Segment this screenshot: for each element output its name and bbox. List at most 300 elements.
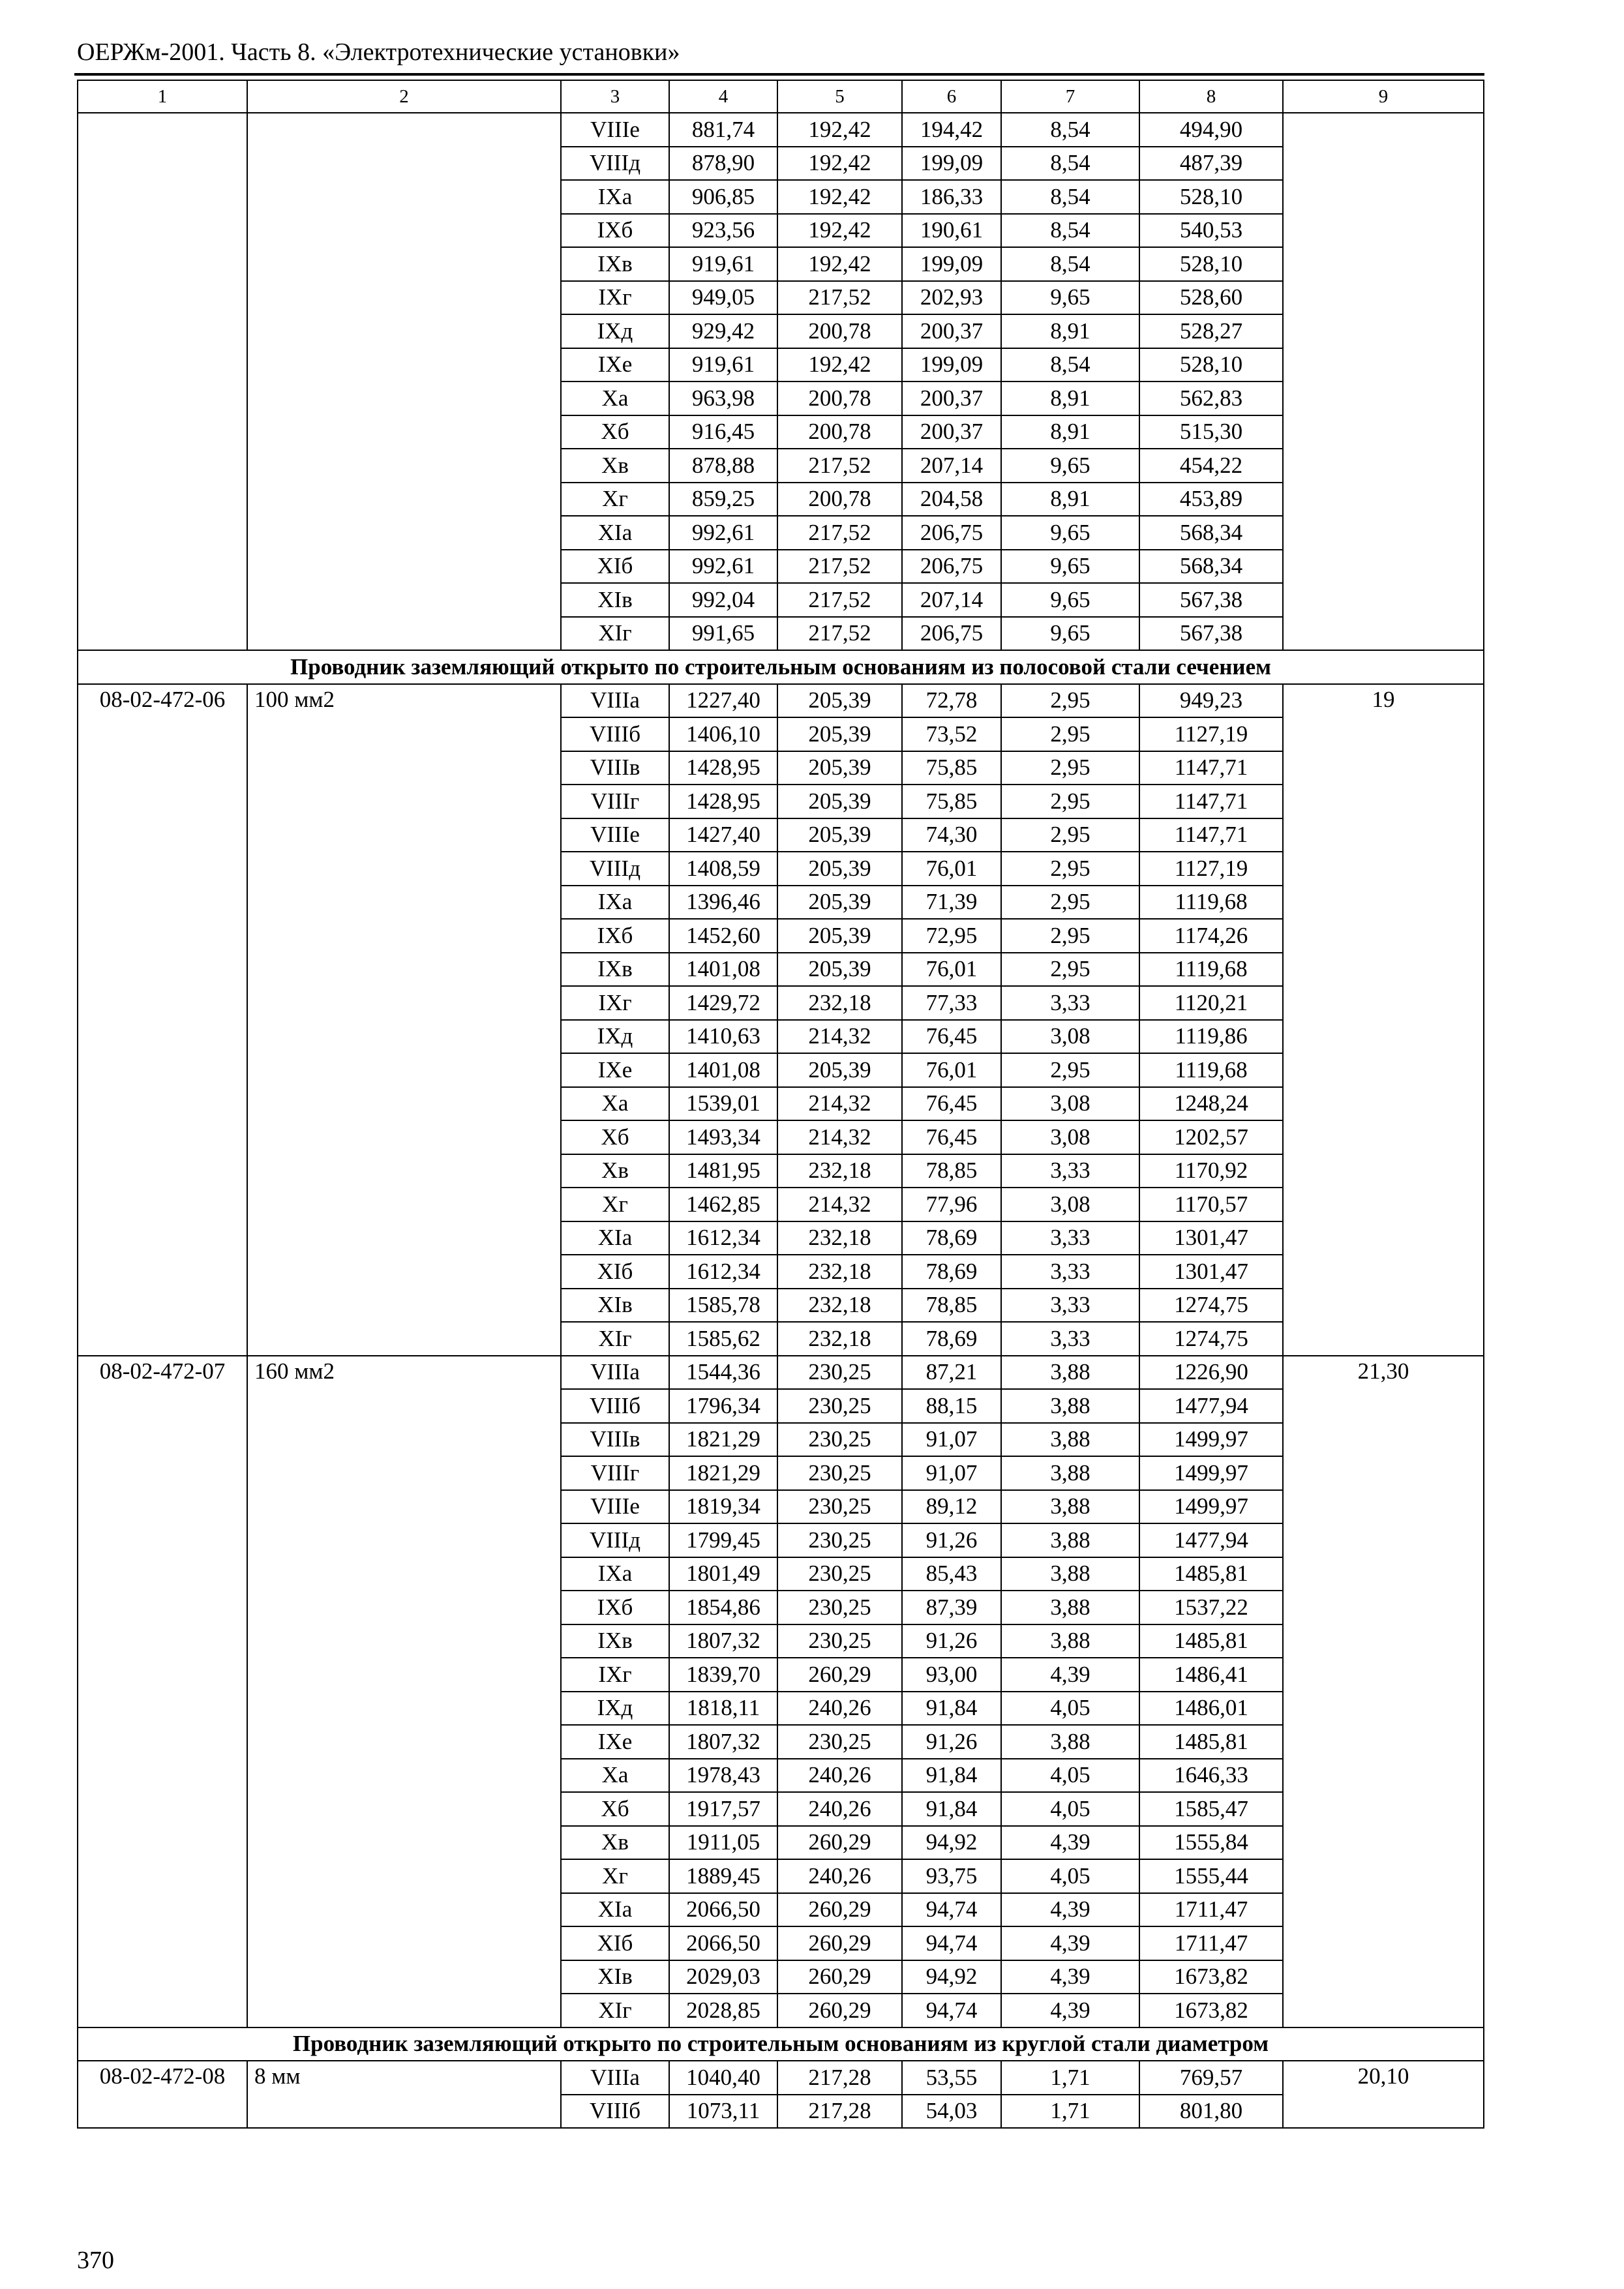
wages-cell: 230,25 <box>777 1423 902 1457</box>
variant-cell: XIб <box>561 1926 669 1960</box>
total-cost-cell: 1452,60 <box>669 919 777 953</box>
materials-cost-cell: 1485,81 <box>1139 1557 1283 1591</box>
machine-cost-cell: 73,52 <box>902 717 1001 751</box>
variant-cell: XIб <box>561 550 669 584</box>
total-cost-cell: 1854,86 <box>669 1591 777 1624</box>
variant-cell: XIа <box>561 1221 669 1255</box>
variant-cell: Xб <box>561 1792 669 1826</box>
wages-cell: 230,25 <box>777 1456 902 1490</box>
wages-cell: 200,78 <box>777 314 902 348</box>
wages-cell: 230,25 <box>777 1624 902 1658</box>
materials-cost-cell: 949,23 <box>1139 684 1283 718</box>
driver-wages-cell: 8,54 <box>1001 247 1139 281</box>
driver-wages-cell: 3,88 <box>1001 1523 1139 1557</box>
materials-cost-cell: 1274,75 <box>1139 1289 1283 1323</box>
variant-cell: IXд <box>561 1692 669 1726</box>
total-cost-cell: 1612,34 <box>669 1255 777 1289</box>
total-cost-cell: 923,56 <box>669 214 777 248</box>
driver-wages-cell: 2,95 <box>1001 684 1139 718</box>
driver-wages-cell: 9,65 <box>1001 583 1139 617</box>
machine-cost-cell: 206,75 <box>902 550 1001 584</box>
total-cost-cell: 929,42 <box>669 314 777 348</box>
variant-cell: IXа <box>561 180 669 214</box>
machine-cost-cell: 76,45 <box>902 1120 1001 1154</box>
wages-cell: 240,26 <box>777 1759 902 1793</box>
variant-cell: VIIIа <box>561 1356 669 1390</box>
machine-cost-cell: 78,85 <box>902 1289 1001 1323</box>
page-header-title: ОЕРЖм-2001. Часть 8. «Электротехнические установки» <box>77 38 680 66</box>
materials-cost-cell: 568,34 <box>1139 516 1283 550</box>
total-cost-cell: 1401,08 <box>669 953 777 987</box>
total-cost-cell: 1427,40 <box>669 818 777 852</box>
driver-wages-cell: 1,71 <box>1001 2061 1139 2095</box>
wages-cell: 260,29 <box>777 1994 902 2027</box>
total-cost-cell: 1481,95 <box>669 1154 777 1188</box>
wages-cell: 217,52 <box>777 281 902 315</box>
materials-cost-cell: 1202,57 <box>1139 1120 1283 1154</box>
section-title: Проводник заземляющий открыто по строительным основаниям из круглой стали диаметром <box>78 2027 1484 2061</box>
materials-cost-cell: 1119,86 <box>1139 1020 1283 1054</box>
total-cost-cell: 916,45 <box>669 415 777 449</box>
total-cost-cell: 1410,63 <box>669 1020 777 1054</box>
driver-wages-cell: 1,71 <box>1001 2095 1139 2129</box>
wages-cell: 232,18 <box>777 986 902 1020</box>
total-cost-cell: 878,90 <box>669 147 777 181</box>
total-cost-cell: 878,88 <box>669 449 777 483</box>
materials-cost-cell: 528,10 <box>1139 247 1283 281</box>
column-number: 4 <box>669 80 777 113</box>
total-cost-cell: 1911,05 <box>669 1826 777 1860</box>
variant-cell: XIг <box>561 617 669 651</box>
total-cost-cell: 1539,01 <box>669 1087 777 1121</box>
machine-cost-cell: 77,96 <box>902 1188 1001 1221</box>
variant-cell: Xа <box>561 1759 669 1793</box>
driver-wages-cell: 3,08 <box>1001 1087 1139 1121</box>
driver-wages-cell: 3,08 <box>1001 1120 1139 1154</box>
total-cost-cell: 1801,49 <box>669 1557 777 1591</box>
machine-cost-cell: 200,37 <box>902 382 1001 415</box>
driver-wages-cell: 4,39 <box>1001 1994 1139 2027</box>
total-cost-cell: 1978,43 <box>669 1759 777 1793</box>
driver-wages-cell: 2,95 <box>1001 953 1139 987</box>
wages-cell: 230,25 <box>777 1356 902 1390</box>
total-cost-cell: 1807,32 <box>669 1624 777 1658</box>
materials-cost-cell: 1485,81 <box>1139 1624 1283 1658</box>
driver-wages-cell: 9,65 <box>1001 449 1139 483</box>
total-cost-cell: 1821,29 <box>669 1456 777 1490</box>
machine-cost-cell: 200,37 <box>902 415 1001 449</box>
machine-cost-cell: 91,07 <box>902 1423 1001 1457</box>
total-cost-cell: 919,61 <box>669 247 777 281</box>
total-cost-cell: 1406,10 <box>669 717 777 751</box>
total-cost-cell: 1796,34 <box>669 1389 777 1423</box>
driver-wages-cell: 3,88 <box>1001 1389 1139 1423</box>
materials-cost-cell: 1537,22 <box>1139 1591 1283 1624</box>
wages-cell: 230,25 <box>777 1557 902 1591</box>
materials-cost-cell: 528,10 <box>1139 180 1283 214</box>
materials-cost-cell: 1127,19 <box>1139 852 1283 886</box>
wages-cell: 205,39 <box>777 852 902 886</box>
driver-wages-cell: 8,91 <box>1001 415 1139 449</box>
materials-cost-cell: 1119,68 <box>1139 953 1283 987</box>
variant-cell: XIа <box>561 1893 669 1927</box>
total-cost-cell: 1819,34 <box>669 1490 777 1524</box>
machine-cost-cell: 78,69 <box>902 1322 1001 1356</box>
wages-cell: 205,39 <box>777 953 902 987</box>
item-code-cell <box>78 113 247 650</box>
total-cost-cell: 963,98 <box>669 382 777 415</box>
materials-cost-cell: 1499,97 <box>1139 1423 1283 1457</box>
machine-cost-cell: 200,37 <box>902 314 1001 348</box>
driver-wages-cell: 3,08 <box>1001 1020 1139 1054</box>
driver-wages-cell: 4,05 <box>1001 1792 1139 1826</box>
driver-wages-cell: 3,88 <box>1001 1624 1139 1658</box>
column-number-row <box>78 80 1484 113</box>
column-number: 9 <box>1283 80 1484 113</box>
total-cost-cell: 1428,95 <box>669 751 777 785</box>
materials-cost-cell: 1248,24 <box>1139 1087 1283 1121</box>
total-cost-cell: 906,85 <box>669 180 777 214</box>
driver-wages-cell: 4,05 <box>1001 1692 1139 1726</box>
materials-cost-cell: 1585,47 <box>1139 1792 1283 1826</box>
machine-cost-cell: 199,09 <box>902 247 1001 281</box>
driver-wages-cell: 4,39 <box>1001 1893 1139 1927</box>
machine-cost-cell: 75,85 <box>902 751 1001 785</box>
total-cost-cell: 919,61 <box>669 348 777 382</box>
materials-cost-cell: 528,10 <box>1139 348 1283 382</box>
driver-wages-cell: 2,95 <box>1001 818 1139 852</box>
machine-cost-cell: 206,75 <box>902 617 1001 651</box>
materials-cost-cell: 528,27 <box>1139 314 1283 348</box>
wages-cell: 260,29 <box>777 1926 902 1960</box>
machine-cost-cell: 202,93 <box>902 281 1001 315</box>
variant-cell: IXб <box>561 214 669 248</box>
materials-cost-cell: 454,22 <box>1139 449 1283 483</box>
driver-wages-cell: 2,95 <box>1001 785 1139 818</box>
driver-wages-cell: 3,33 <box>1001 986 1139 1020</box>
materials-cost-cell: 1555,44 <box>1139 1859 1283 1893</box>
column-number: 5 <box>777 80 902 113</box>
variant-cell: IXв <box>561 953 669 987</box>
materials-cost-cell: 1673,82 <box>1139 1994 1283 2027</box>
driver-wages-cell: 4,05 <box>1001 1759 1139 1793</box>
materials-cost-cell: 1477,94 <box>1139 1389 1283 1423</box>
variant-cell: IXг <box>561 1658 669 1692</box>
variant-cell: Xг <box>561 483 669 516</box>
machine-cost-cell: 88,15 <box>902 1389 1001 1423</box>
variant-cell: IXе <box>561 1053 669 1087</box>
machine-cost-cell: 199,09 <box>902 348 1001 382</box>
wages-cell: 214,32 <box>777 1020 902 1054</box>
column-number: 8 <box>1139 80 1283 113</box>
materials-cost-cell: 769,57 <box>1139 2061 1283 2095</box>
machine-cost-cell: 93,00 <box>902 1658 1001 1692</box>
materials-cost-cell: 1301,47 <box>1139 1255 1283 1289</box>
variant-cell: VIIIв <box>561 1423 669 1457</box>
materials-cost-cell: 1147,71 <box>1139 785 1283 818</box>
item-code-cell: 08-02-472-08 <box>78 2061 247 2128</box>
variant-cell: XIа <box>561 516 669 550</box>
materials-cost-cell: 567,38 <box>1139 583 1283 617</box>
norm-value-cell <box>1283 113 1484 650</box>
total-cost-cell: 949,05 <box>669 281 777 315</box>
variant-cell: Xб <box>561 1120 669 1154</box>
wages-cell: 260,29 <box>777 1826 902 1860</box>
variant-cell: IXе <box>561 348 669 382</box>
materials-cost-cell: 1301,47 <box>1139 1221 1283 1255</box>
total-cost-cell: 1227,40 <box>669 684 777 718</box>
wages-cell: 205,39 <box>777 1053 902 1087</box>
machine-cost-cell: 93,75 <box>902 1859 1001 1893</box>
wages-cell: 230,25 <box>777 1725 902 1759</box>
materials-cost-cell: 1170,92 <box>1139 1154 1283 1188</box>
norm-value-cell: 19 <box>1283 684 1484 1356</box>
machine-cost-cell: 78,85 <box>902 1154 1001 1188</box>
wages-cell: 260,29 <box>777 1893 902 1927</box>
item-code-cell: 08-02-472-06 <box>78 684 247 1356</box>
variant-cell: VIIIа <box>561 2061 669 2095</box>
wages-cell: 205,39 <box>777 785 902 818</box>
variant-cell: Xб <box>561 415 669 449</box>
total-cost-cell: 1799,45 <box>669 1523 777 1557</box>
wages-cell: 232,18 <box>777 1221 902 1255</box>
materials-cost-cell: 528,60 <box>1139 281 1283 315</box>
total-cost-cell: 1544,36 <box>669 1356 777 1390</box>
driver-wages-cell: 3,88 <box>1001 1591 1139 1624</box>
machine-cost-cell: 76,01 <box>902 1053 1001 1087</box>
driver-wages-cell: 3,88 <box>1001 1356 1139 1390</box>
wages-cell: 214,32 <box>777 1120 902 1154</box>
section-title-row <box>78 650 1484 684</box>
total-cost-cell: 859,25 <box>669 483 777 516</box>
machine-cost-cell: 91,26 <box>902 1624 1001 1658</box>
variant-cell: IXд <box>561 314 669 348</box>
wages-cell: 260,29 <box>777 1658 902 1692</box>
total-cost-cell: 1818,11 <box>669 1692 777 1726</box>
machine-cost-cell: 53,55 <box>902 2061 1001 2095</box>
machine-cost-cell: 91,26 <box>902 1725 1001 1759</box>
driver-wages-cell: 3,33 <box>1001 1289 1139 1323</box>
driver-wages-cell: 3,33 <box>1001 1322 1139 1356</box>
machine-cost-cell: 91,84 <box>902 1792 1001 1826</box>
total-cost-cell: 2066,50 <box>669 1926 777 1960</box>
column-number: 1 <box>78 80 247 113</box>
driver-wages-cell: 3,33 <box>1001 1154 1139 1188</box>
variant-cell: IXг <box>561 986 669 1020</box>
wages-cell: 230,25 <box>777 1591 902 1624</box>
wages-cell: 217,52 <box>777 550 902 584</box>
machine-cost-cell: 76,45 <box>902 1087 1001 1121</box>
table-row <box>78 113 1484 147</box>
variant-cell: XIв <box>561 583 669 617</box>
materials-cost-cell: 1499,97 <box>1139 1456 1283 1490</box>
machine-cost-cell: 87,21 <box>902 1356 1001 1390</box>
total-cost-cell: 2066,50 <box>669 1893 777 1927</box>
item-code-cell: 08-02-472-07 <box>78 1356 247 2027</box>
wages-cell: 232,18 <box>777 1322 902 1356</box>
machine-cost-cell: 76,01 <box>902 953 1001 987</box>
total-cost-cell: 1821,29 <box>669 1423 777 1457</box>
driver-wages-cell: 8,91 <box>1001 314 1139 348</box>
driver-wages-cell: 3,88 <box>1001 1490 1139 1524</box>
item-size-cell: 160 мм2 <box>247 1356 561 2027</box>
item-size-cell: 100 мм2 <box>247 684 561 1356</box>
variant-cell: VIIIв <box>561 751 669 785</box>
variant-cell: XIв <box>561 1289 669 1323</box>
total-cost-cell: 992,61 <box>669 550 777 584</box>
materials-cost-cell: 1646,33 <box>1139 1759 1283 1793</box>
norm-value-cell: 21,30 <box>1283 1356 1484 2027</box>
wages-cell: 200,78 <box>777 415 902 449</box>
table-row <box>78 1356 1484 1390</box>
total-cost-cell: 2028,85 <box>669 1994 777 2027</box>
variant-cell: XIб <box>561 1255 669 1289</box>
page-number: 370 <box>77 2247 114 2274</box>
machine-cost-cell: 206,75 <box>902 516 1001 550</box>
machine-cost-cell: 91,07 <box>902 1456 1001 1490</box>
materials-cost-cell: 1226,90 <box>1139 1356 1283 1390</box>
variant-cell: XIг <box>561 1322 669 1356</box>
wages-cell: 192,42 <box>777 247 902 281</box>
table-row <box>78 2061 1484 2095</box>
materials-cost-cell: 1711,47 <box>1139 1893 1283 1927</box>
materials-cost-cell: 487,39 <box>1139 147 1283 181</box>
total-cost-cell: 1428,95 <box>669 785 777 818</box>
total-cost-cell: 1889,45 <box>669 1859 777 1893</box>
total-cost-cell: 991,65 <box>669 617 777 651</box>
variant-cell: VIIIб <box>561 1389 669 1423</box>
table-body <box>78 80 1484 2128</box>
materials-cost-cell: 1486,01 <box>1139 1692 1283 1726</box>
variant-cell: Xв <box>561 1826 669 1860</box>
variant-cell: VIIIд <box>561 852 669 886</box>
materials-cost-cell: 801,80 <box>1139 2095 1283 2129</box>
variant-cell: VIIIб <box>561 717 669 751</box>
wages-cell: 217,28 <box>777 2061 902 2095</box>
materials-cost-cell: 1485,81 <box>1139 1725 1283 1759</box>
driver-wages-cell: 3,08 <box>1001 1188 1139 1221</box>
materials-cost-cell: 515,30 <box>1139 415 1283 449</box>
wages-cell: 232,18 <box>777 1289 902 1323</box>
variant-cell: Xг <box>561 1859 669 1893</box>
machine-cost-cell: 75,85 <box>902 785 1001 818</box>
variant-cell: IXа <box>561 1557 669 1591</box>
wages-cell: 240,26 <box>777 1692 902 1726</box>
driver-wages-cell: 2,95 <box>1001 751 1139 785</box>
driver-wages-cell: 3,88 <box>1001 1423 1139 1457</box>
wages-cell: 214,32 <box>777 1087 902 1121</box>
driver-wages-cell: 8,91 <box>1001 483 1139 516</box>
wages-cell: 260,29 <box>777 1960 902 1994</box>
total-cost-cell: 1585,78 <box>669 1289 777 1323</box>
materials-cost-cell: 494,90 <box>1139 113 1283 147</box>
wages-cell: 200,78 <box>777 382 902 415</box>
materials-cost-cell: 562,83 <box>1139 382 1283 415</box>
variant-cell: VIIIе <box>561 818 669 852</box>
variant-cell: IXд <box>561 1020 669 1054</box>
wages-cell: 192,42 <box>777 180 902 214</box>
wages-cell: 205,39 <box>777 717 902 751</box>
wages-cell: 205,39 <box>777 919 902 953</box>
total-cost-cell: 1396,46 <box>669 886 777 920</box>
table-row <box>78 684 1484 718</box>
machine-cost-cell: 91,84 <box>902 1759 1001 1793</box>
driver-wages-cell: 8,54 <box>1001 113 1139 147</box>
machine-cost-cell: 207,14 <box>902 449 1001 483</box>
variant-cell: IXа <box>561 886 669 920</box>
total-cost-cell: 1493,34 <box>669 1120 777 1154</box>
machine-cost-cell: 207,14 <box>902 583 1001 617</box>
wages-cell: 217,52 <box>777 449 902 483</box>
machine-cost-cell: 77,33 <box>902 986 1001 1020</box>
machine-cost-cell: 76,01 <box>902 852 1001 886</box>
total-cost-cell: 1040,40 <box>669 2061 777 2095</box>
driver-wages-cell: 3,33 <box>1001 1255 1139 1289</box>
total-cost-cell: 1073,11 <box>669 2095 777 2129</box>
wages-cell: 217,28 <box>777 2095 902 2129</box>
item-size-cell <box>247 113 561 650</box>
driver-wages-cell: 9,65 <box>1001 516 1139 550</box>
column-number: 7 <box>1001 80 1139 113</box>
variant-cell: IXг <box>561 281 669 315</box>
variant-cell: VIIIд <box>561 147 669 181</box>
driver-wages-cell: 4,39 <box>1001 1960 1139 1994</box>
machine-cost-cell: 74,30 <box>902 818 1001 852</box>
driver-wages-cell: 2,95 <box>1001 886 1139 920</box>
variant-cell: VIIIг <box>561 785 669 818</box>
wages-cell: 205,39 <box>777 684 902 718</box>
variant-cell: VIIIг <box>561 1456 669 1490</box>
machine-cost-cell: 204,58 <box>902 483 1001 516</box>
machine-cost-cell: 54,03 <box>902 2095 1001 2129</box>
wages-cell: 192,42 <box>777 147 902 181</box>
total-cost-cell: 881,74 <box>669 113 777 147</box>
machine-cost-cell: 72,78 <box>902 684 1001 718</box>
variant-cell: IXв <box>561 1624 669 1658</box>
machine-cost-cell: 85,43 <box>902 1557 1001 1591</box>
total-cost-cell: 992,61 <box>669 516 777 550</box>
wages-cell: 205,39 <box>777 818 902 852</box>
driver-wages-cell: 3,33 <box>1001 1221 1139 1255</box>
driver-wages-cell: 2,95 <box>1001 717 1139 751</box>
wages-cell: 217,52 <box>777 583 902 617</box>
materials-cost-cell: 1119,68 <box>1139 886 1283 920</box>
total-cost-cell: 1401,08 <box>669 1053 777 1087</box>
total-cost-cell: 2029,03 <box>669 1960 777 1994</box>
variant-cell: IXв <box>561 247 669 281</box>
variant-cell: Xа <box>561 1087 669 1121</box>
norm-value-cell: 20,10 <box>1283 2061 1484 2128</box>
section-title: Проводник заземляющий открыто по строительным основаниям из полосовой стали сечением <box>78 650 1484 684</box>
total-cost-cell: 1612,34 <box>669 1221 777 1255</box>
materials-cost-cell: 453,89 <box>1139 483 1283 516</box>
machine-cost-cell: 78,69 <box>902 1221 1001 1255</box>
machine-cost-cell: 94,92 <box>902 1960 1001 1994</box>
machine-cost-cell: 89,12 <box>902 1490 1001 1524</box>
variant-cell: Xв <box>561 1154 669 1188</box>
materials-cost-cell: 1174,26 <box>1139 919 1283 953</box>
machine-cost-cell: 190,61 <box>902 214 1001 248</box>
wages-cell: 205,39 <box>777 751 902 785</box>
wages-cell: 240,26 <box>777 1792 902 1826</box>
variant-cell: XIв <box>561 1960 669 1994</box>
machine-cost-cell: 199,09 <box>902 147 1001 181</box>
machine-cost-cell: 94,92 <box>902 1826 1001 1860</box>
variant-cell: IXб <box>561 919 669 953</box>
driver-wages-cell: 2,95 <box>1001 919 1139 953</box>
variant-cell: XIг <box>561 1994 669 2027</box>
materials-cost-cell: 1555,84 <box>1139 1826 1283 1860</box>
